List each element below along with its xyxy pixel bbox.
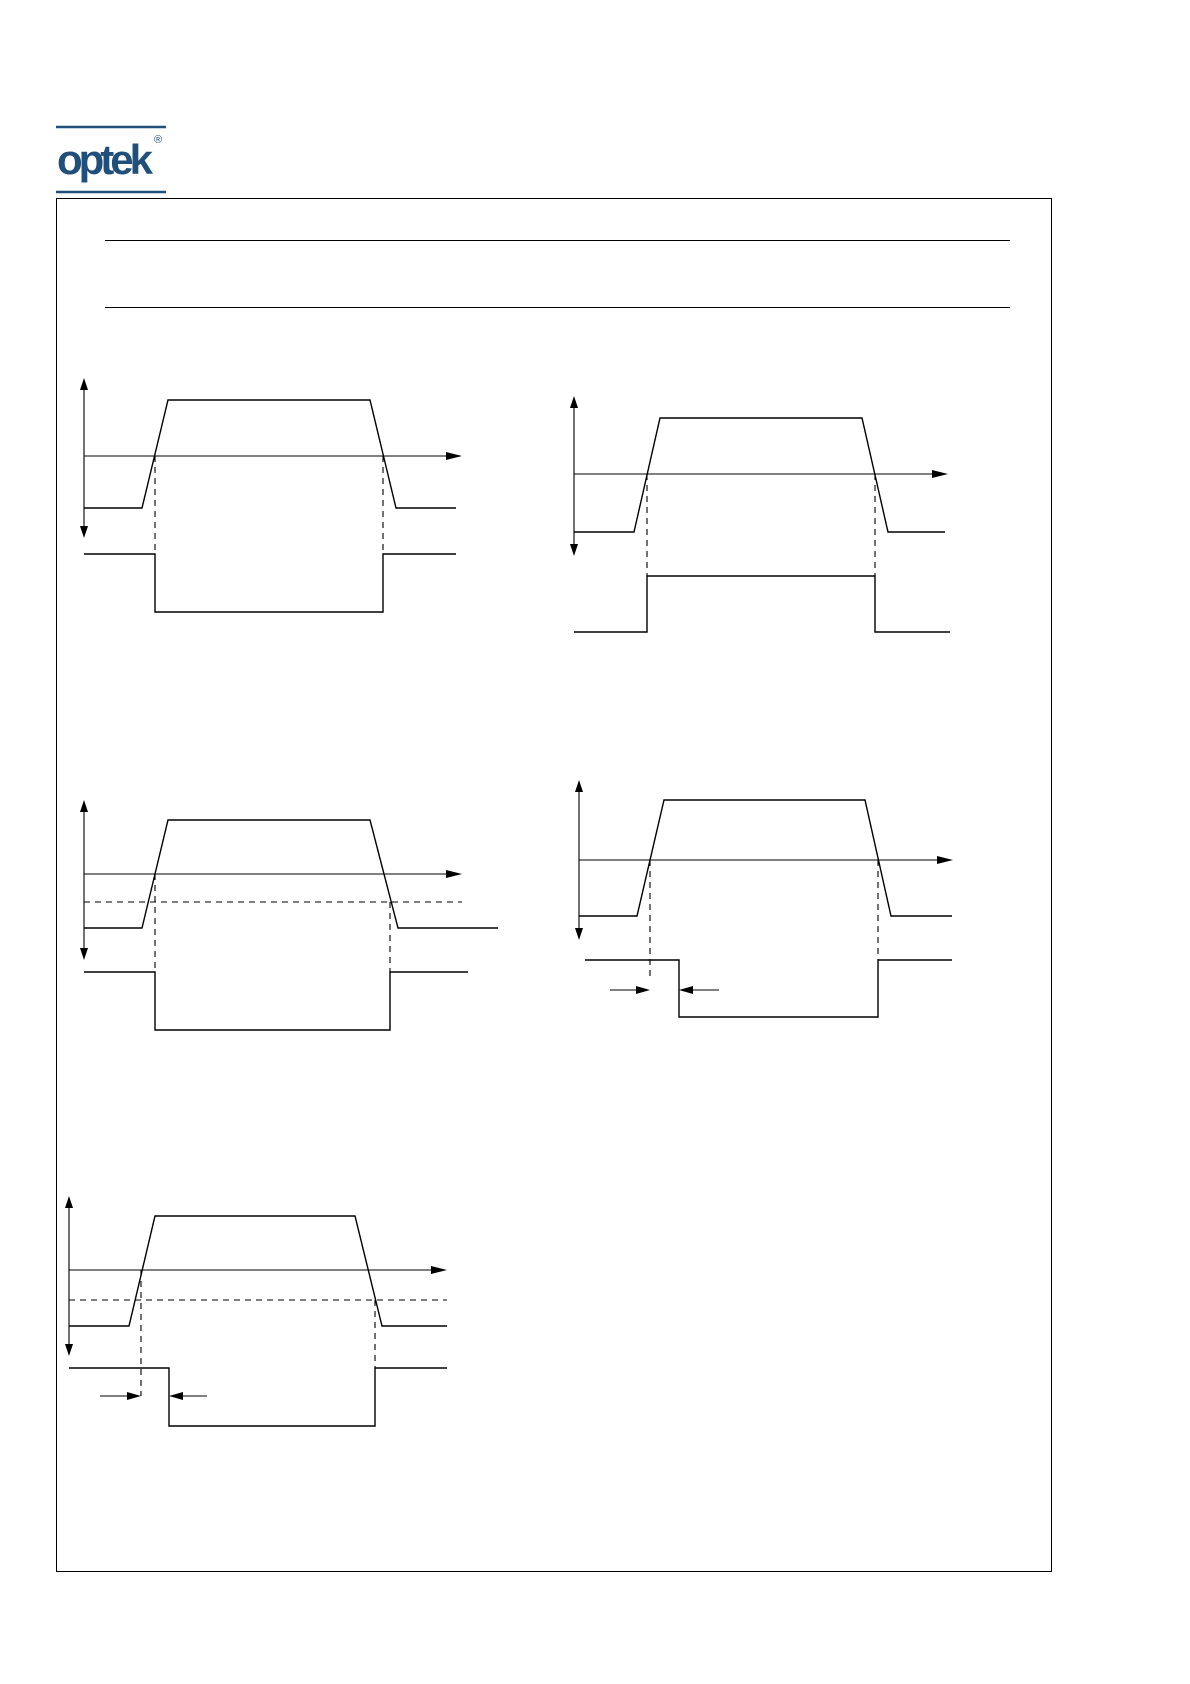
threshold-arrowhead <box>932 470 948 478</box>
output-waveform <box>69 1368 447 1426</box>
axis-arrowhead-up <box>80 800 88 812</box>
input-waveform <box>574 418 945 532</box>
output-waveform <box>574 576 950 632</box>
waveform-diagram-2 <box>560 396 960 646</box>
threshold-arrowhead <box>446 452 462 460</box>
axis-arrowhead-down <box>575 928 583 940</box>
waveform-diagram-5 <box>55 1196 465 1436</box>
delay-arrow-right <box>127 1392 141 1400</box>
optek-logo <box>56 124 168 196</box>
axis-arrowhead-up <box>570 396 578 408</box>
logo-registered-mark: ® <box>154 134 163 146</box>
output-waveform <box>84 972 468 1030</box>
axis-arrowhead-up <box>575 780 583 792</box>
header-rule-bottom <box>105 307 1010 308</box>
logo-wordmark: optek <box>57 136 150 183</box>
threshold-arrowhead <box>431 1266 447 1274</box>
output-waveform <box>84 554 456 612</box>
header-rule-top <box>105 240 1010 241</box>
axis-arrowhead-down <box>65 1344 73 1356</box>
delay-arrow-right <box>636 986 650 994</box>
axis-arrowhead-up <box>80 378 88 390</box>
axis-arrowhead-up <box>65 1196 73 1208</box>
delay-arrow-left <box>169 1392 183 1400</box>
input-waveform <box>69 1216 447 1326</box>
axis-arrowhead-down <box>570 544 578 556</box>
threshold-arrowhead <box>446 870 462 878</box>
axis-arrowhead-down <box>80 948 88 960</box>
delay-arrow-left <box>679 986 693 994</box>
input-waveform <box>84 400 456 508</box>
input-waveform <box>579 800 952 916</box>
axis-arrowhead-down <box>80 526 88 538</box>
waveform-diagram-1 <box>70 378 480 638</box>
waveform-diagram-4 <box>565 780 965 1030</box>
waveform-diagram-3 <box>70 800 510 1040</box>
threshold-arrowhead <box>937 856 953 864</box>
